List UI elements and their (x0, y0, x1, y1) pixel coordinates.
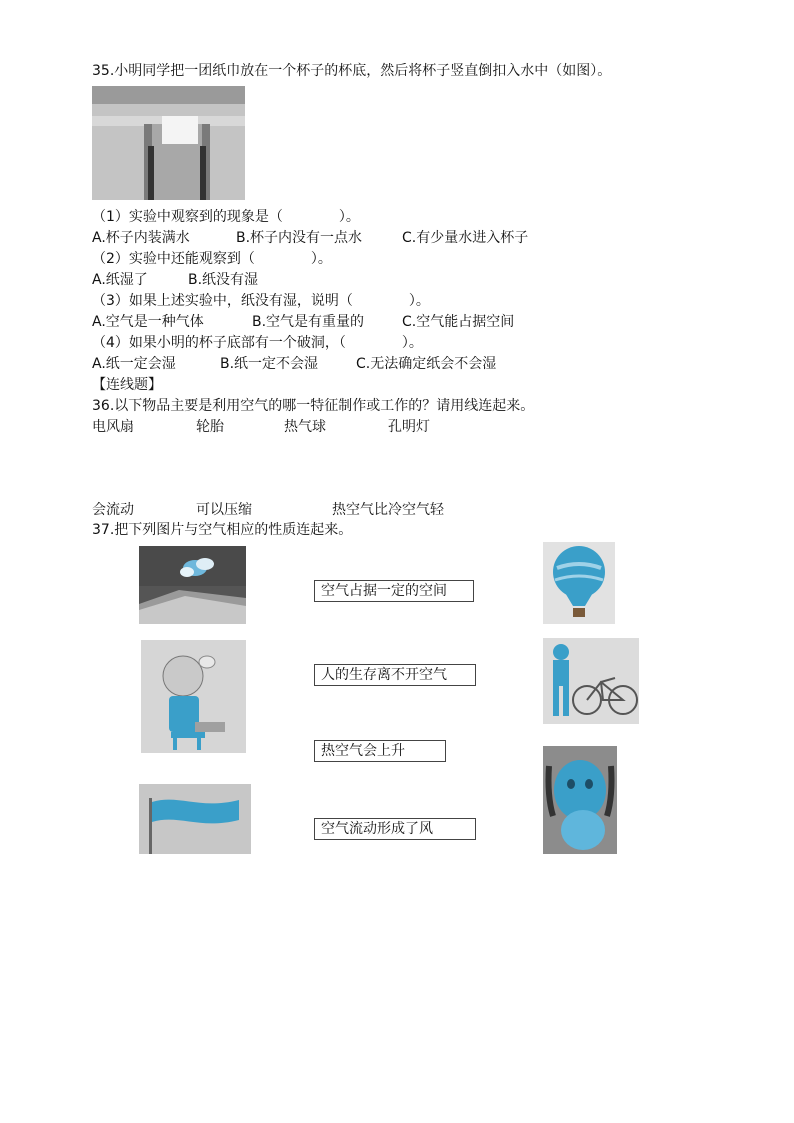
option-b: B.杯子内没有一点水 (236, 230, 363, 246)
snow-roof-photo (139, 546, 246, 624)
option-a: A.纸一定会湿 (92, 356, 176, 372)
q36-features (92, 501, 444, 519)
feature-compress: 可以压缩 (196, 502, 252, 518)
item-hot-air-balloon: 热气球 (284, 419, 326, 435)
q35-stem: 35.小明同学把一团纸巾放在一个杯子的杯底，然后将杯子竖直倒扣入水中（如图）。 (92, 63, 612, 79)
property-box-occupy-space: 空气占据一定的空间 (314, 580, 474, 602)
option-c: C.有少量水进入杯子 (402, 230, 529, 246)
q35-sub2: （2）实验中还能观察到（ ）。 (92, 251, 332, 267)
q36-stem: 36.以下物品主要是利用空气的哪一特征制作或工作的？请用线连起来。 (92, 398, 535, 414)
property-box-life-needs-air: 人的生存离不开空气 (314, 664, 476, 686)
q35-sub1-options (92, 229, 528, 247)
option-c: C.空气能占据空间 (402, 314, 515, 330)
girl-blowing-balloon-photo (543, 746, 617, 854)
property-box-wind: 空气流动形成了风 (314, 818, 476, 840)
hot-air-balloon-photo (543, 542, 615, 624)
person-sitting-breathing-photo (141, 640, 246, 753)
item-kongming-lantern: 孔明灯 (388, 419, 430, 435)
property-box-hot-air-rises: 热空气会上升 (314, 740, 446, 762)
q36-items (92, 418, 430, 436)
option-b: B.纸一定不会湿 (220, 356, 319, 372)
q35-sub3: （3）如果上述实验中，纸没有湿，说明（ ）。 (92, 293, 430, 309)
q35-sub4-options (92, 355, 496, 373)
q35-sub2-options (92, 271, 258, 289)
feature-hot-air-lighter: 热空气比冷空气轻 (332, 502, 444, 518)
cup-in-water-photo (92, 86, 245, 200)
q37-stem: 37.把下列图片与空气相应的性质连起来。 (92, 522, 353, 538)
waving-flag-photo (139, 784, 251, 854)
q35-sub3-options (92, 313, 514, 331)
item-fan: 电风扇 (92, 419, 134, 435)
option-b: B.空气是有重量的 (252, 314, 365, 330)
option-a: A.杯子内装满水 (92, 230, 190, 246)
option-a: A.空气是一种气体 (92, 314, 204, 330)
q35-sub1: （1）实验中观察到的现象是（ ）。 (92, 209, 360, 225)
option-c: C.无法确定纸会不会湿 (356, 356, 497, 372)
option-b: B.纸没有湿 (188, 272, 259, 288)
person-pumping-bicycle-photo (543, 638, 639, 724)
item-tire: 轮胎 (196, 419, 224, 435)
option-a: A.纸湿了 (92, 272, 148, 288)
section-title: 【连线题】 (92, 377, 162, 393)
feature-flow: 会流动 (92, 502, 134, 518)
q35-sub4: （4）如果小明的杯子底部有一个破洞，（ ）。 (92, 335, 423, 351)
